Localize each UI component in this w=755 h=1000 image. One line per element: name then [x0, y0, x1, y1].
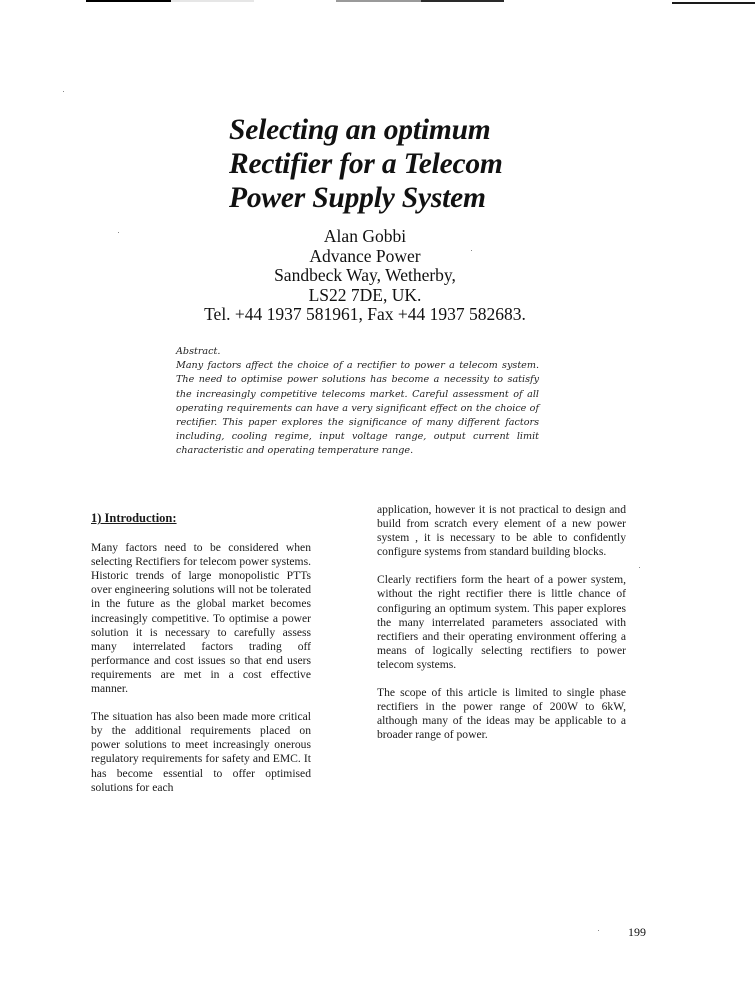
author-organization: Advance Power — [309, 245, 421, 266]
abstract-label: Abstract. — [176, 346, 221, 357]
paragraph: application, however it is not practical to design and build from scratch every element of a new power system , it is necessary to be able to confidently configure systems from standard building blocks. — [377, 503, 626, 559]
scan-speck — [598, 930, 599, 931]
abstract — [176, 345, 539, 459]
scan-speck — [118, 232, 119, 233]
page-number: 199 — [628, 925, 646, 939]
scan-mark — [86, 0, 171, 2]
author-contact: Tel. +44 1937 581961, Fax +44 1937 582683. — [204, 304, 526, 325]
scan-mark — [421, 0, 504, 2]
scan-mark — [171, 0, 254, 2]
left-column — [91, 511, 311, 809]
author-address-line1: Sandbeck Way, Wetherby, — [274, 265, 456, 286]
scan-mark — [672, 2, 755, 4]
section-heading: 1) Introduction: — [91, 511, 177, 525]
right-column — [377, 503, 626, 756]
abstract-text: Many factors affect the choice of a rectifier to power a telecom system. The need to optimise power solutions has become a necessity to satisfy the increasingly competitive telecoms market. Careful assessment of all operating requirements can have a very significant effect on the choice of rectifier. This paper explores the significance of many different factors including, cooling regime, input voltage range, output current limit characteristic and operating temperature range. — [176, 360, 539, 457]
paragraph: Clearly rectifiers form the heart of a power system, without the right rectifier there is little chance of configuring an optimum system. This paper explores the many interrelated parameters associated with rectifiers and their operating environment offering a means of logically selecting rectifiers to power telecom systems. — [377, 573, 626, 671]
title-line: Selecting an optimum — [229, 114, 491, 146]
title-line: Rectifier for a Telecom — [229, 148, 503, 180]
author-address-line2: LS22 7DE, UK. — [308, 284, 422, 305]
title-line: Power Supply System — [229, 182, 486, 214]
paragraph: The scope of this article is limited to single phase rectifiers in the power range of 200W to 6kW, although many of the ideas may be applicable to a broader range of power. — [377, 686, 626, 742]
scan-speck — [63, 91, 64, 92]
author-name: Alan Gobbi — [323, 226, 407, 246]
paragraph: Many factors need to be considered when selecting Rectifiers for telecom power systems. Historic trends of large monopolistic PTTs over engineering solutions will not be tolerated in the future as the global market becomes increasingly competitive. To optimise a power solution it is necessary to carefully assess many interrelated factors trading off performance and cost issues so that end users requirements are met in a cost effective manner. — [91, 541, 311, 696]
paper-title — [229, 113, 549, 215]
paragraph: The situation has also been made more critical by the additional requirements placed on power solutions to meet increasingly onerous regulatory requirements for safety and EMC. It has become essential to offer optimised solutions for each — [91, 710, 311, 794]
scan-speck — [639, 567, 640, 568]
scan-mark — [336, 0, 421, 2]
author-block — [150, 227, 580, 325]
